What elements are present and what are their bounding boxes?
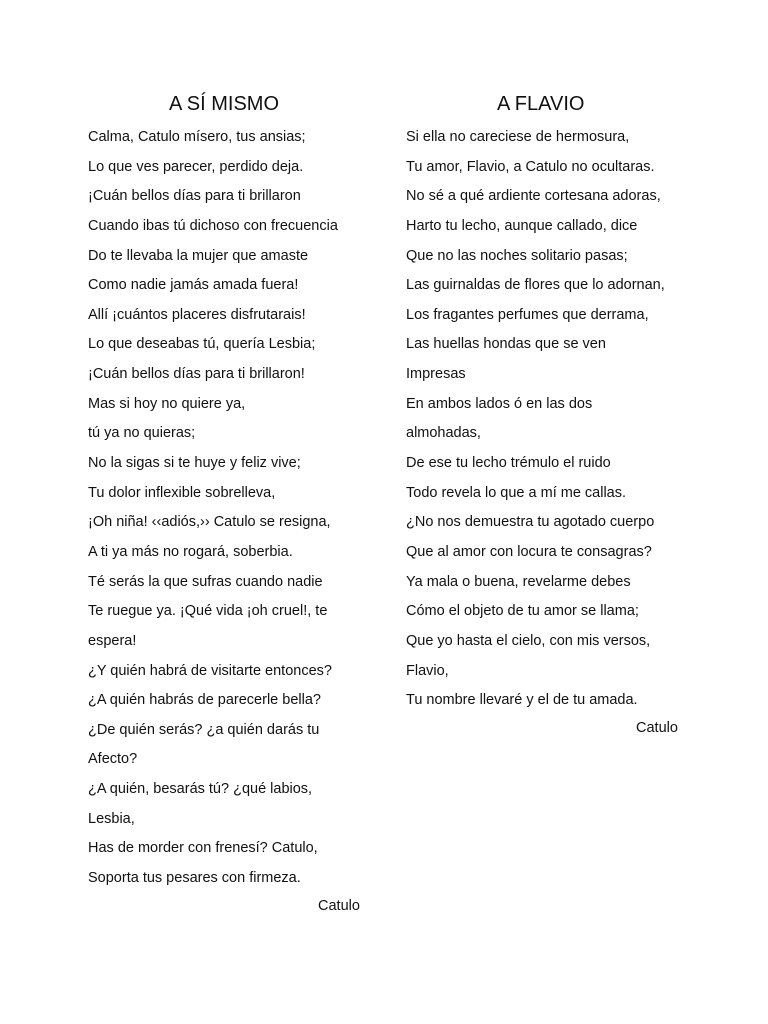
poem-line: Lesbia,	[88, 810, 135, 827]
poem-line: Impresas	[406, 366, 466, 383]
poem-line: Soporta tus pesares con firmeza.	[88, 870, 301, 887]
poem-line: ¿De quién serás? ¿a quién darás tu	[88, 721, 320, 738]
poem-line: Como nadie jamás amada fuera!	[88, 277, 299, 294]
poem-line: ¡Cuán bellos días para ti brillaron!	[88, 366, 305, 383]
poem-line: Do te llevaba la mujer que amaste	[88, 247, 309, 264]
poem-line: A ti ya más no rogará, soberbia.	[88, 543, 293, 560]
poem-line: Cuando ibas tú dichoso con frecuencia	[88, 217, 338, 234]
poem-author: Catulo	[318, 898, 360, 914]
poem-lines	[88, 126, 338, 897]
poem-line: Harto tu lecho, aunque callado, dice	[406, 217, 638, 234]
poem-lines	[406, 126, 665, 719]
poem-line: Que al amor con locura te consagras?	[406, 543, 652, 560]
poem-line: almohadas,	[406, 425, 481, 442]
poem-line: Todo revela lo que a mí me callas.	[406, 484, 627, 501]
poem-line: Mas si hoy no quiere ya,	[88, 395, 246, 412]
poem-line: No la sigas si te huye y feliz vive;	[88, 455, 301, 472]
poem-title: A SÍ MISMO	[169, 93, 280, 115]
poem-line: Té serás la que sufras cuando nadie	[88, 573, 323, 590]
poem-line: Tu dolor inflexible sobrelleva,	[88, 484, 276, 501]
poem-line: Cómo el objeto de tu amor se llama;	[406, 603, 639, 620]
poem-line: ¿A quién habrás de parecerle bella?	[88, 692, 321, 709]
poem-line: ¡Cuán bellos días para ti brillaron	[88, 188, 301, 205]
poem-line: ¿No nos demuestra tu agotado cuerpo	[406, 514, 655, 531]
poem-line: Los fragantes perfumes que derrama,	[406, 306, 649, 323]
poem-line: Tu nombre llevaré y el de tu amada.	[406, 692, 638, 709]
poem-line: Las guirnaldas de flores que lo adornan,	[406, 277, 665, 294]
poem-line: Tu amor, Flavio, a Catulo no ocultaras.	[406, 158, 655, 175]
poem-line: Calma, Catulo mísero, tus ansias;	[88, 129, 306, 145]
poem-line: Ya mala o buena, revelarme debes	[406, 573, 631, 590]
poem-line: Allí ¡cuántos placeres disfrutarais!	[88, 306, 306, 323]
poem-line: Lo que deseabas tú, quería Lesbia;	[88, 336, 316, 353]
poem-line: ¡Oh niña! ‹‹adiós,›› Catulo se resigna,	[88, 514, 331, 531]
poem-line: Las huellas hondas que se ven	[406, 336, 606, 353]
poem-line: espera!	[88, 632, 137, 649]
poem-line: Afecto?	[88, 751, 138, 768]
poem-line: No sé a qué ardiente cortesana adoras,	[406, 188, 661, 205]
poem-line: Que no las noches solitario pasas;	[406, 247, 628, 264]
poem-line: En ambos lados ó en las dos	[406, 395, 593, 412]
poem-line: Si ella no careciese de hermosura,	[406, 129, 630, 145]
poem-line: tú ya no quieras;	[88, 425, 196, 442]
poem-line: Que yo hasta el cielo, con mis versos,	[406, 632, 651, 649]
poem-author: Catulo	[636, 720, 678, 736]
poem-line: ¿Y quién habrá de visitarte entonces?	[88, 662, 332, 679]
poem-line: Te ruegue ya. ¡Qué vida ¡oh cruel!, te	[88, 603, 328, 620]
poem-line: De ese tu lecho trémulo el ruido	[406, 455, 611, 472]
poem-line: Has de morder con frenesí? Catulo,	[88, 840, 318, 857]
poem-title: A FLAVIO	[497, 93, 585, 115]
poem-line: ¿A quién, besarás tú? ¿qué labios,	[88, 781, 313, 798]
poem-line: Lo que ves parecer, perdido deja.	[88, 158, 304, 175]
poem-line: Flavio,	[406, 662, 449, 679]
